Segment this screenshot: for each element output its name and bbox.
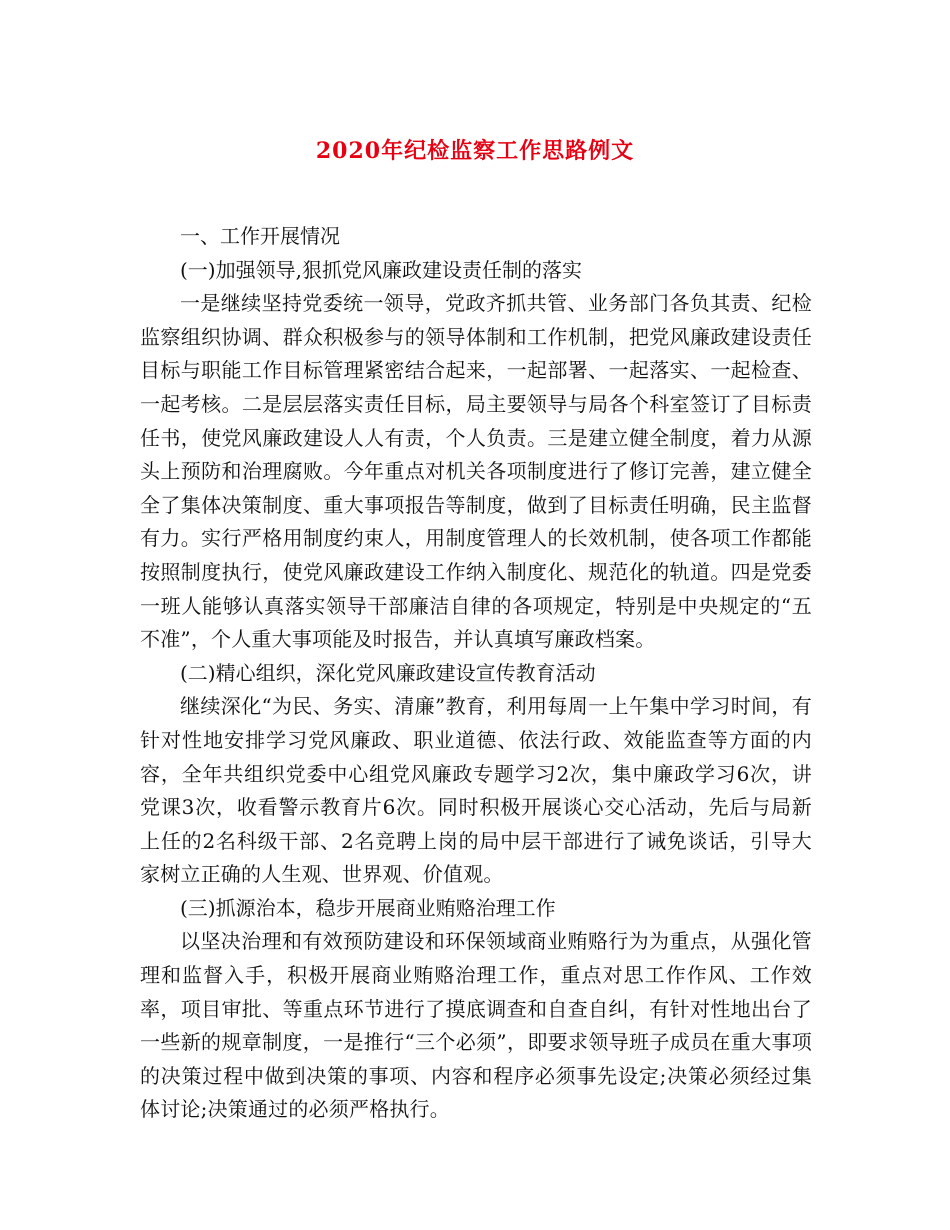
subsection-heading-1: (一)加强领导,狠抓党风廉政建设责任制的落实	[180, 257, 582, 282]
paragraph-3: 以坚决治理和有效预防建设和环保领域商业贿赂行为为重点，从强化管理和监督入手，积极开展商业贿赂治理工作，重点对思工作作风、工作效率，项目审批、等重点环节进行了摸底调查和自查自纠，有针对性地出台了一些新的规章制度，一是推行“三个必须”，即要求领导班子成员在重大事项的决策过程中做到决策的事项、内容和程序必须事先设定;决策必须经过集体讨论;决策通过的必须严格执行。	[140, 929, 812, 1122]
paragraph-2: 继续深化“为民、务实、清廉”教育，利用每周一上午集中学习时间，有针对性地安排学习党风廉政、职业道德、依法行政、效能监查等方面的内容，全年共组织党委中心组党风廉政专题学习2次，集中廉政学习6次，讲党课3次，收看警示教育片6次。同时积极开展谈心交心活动，先后与局新上任的2名科级干部、2名竞聘上岗的局中层干部进行了诫免谈话，引导大家树立正确的人生观、世界观、价值观。	[140, 694, 812, 887]
subsection-heading-2: (二)精心组织，深化党风廉政建设宣传教育活动	[180, 660, 596, 685]
paragraph-1: 一是继续坚持党委统一领导，党政齐抓共管、业务部门各负其责、纪检监察组织协调、群众积极参与的领导体制和工作机制，把党风廉政建设责任目标与职能工作目标管理紧密结合起来，一起部署、一起落实、一起检查、一起考核。二是层层落实责任目标，局主要领导与局各个科室签订了目标责任书，使党风廉政建设人人有责，个人负责。三是建立健全制度，着力从源头上预防和治理腐败。今年重点对机关各项制度进行了修订完善，建立健全全了集体决策制度、重大事项报告等制度，做到了目标责任明确，民主监督有力。实行严格用制度约束人，用制度管理人的长效机制，使各项工作都能按照制度执行，使党风廉政建设工作纳入制度化、规范化的轨道。四是党委一班人能够认真落实领导干部廉洁自律的各项规定，特别是中央规定的“五不准”，个人重大事项能及时报告，并认真填写廉政档案。	[140, 291, 812, 652]
document-title: 2020年纪检监察工作思路例文	[315, 138, 635, 164]
subsection-heading-3: (三)抓源治本，稳步开展商业贿赂治理工作	[180, 895, 556, 920]
document-body	[140, 220, 812, 1127]
section-heading-1: 一、工作开展情况	[180, 224, 340, 248]
